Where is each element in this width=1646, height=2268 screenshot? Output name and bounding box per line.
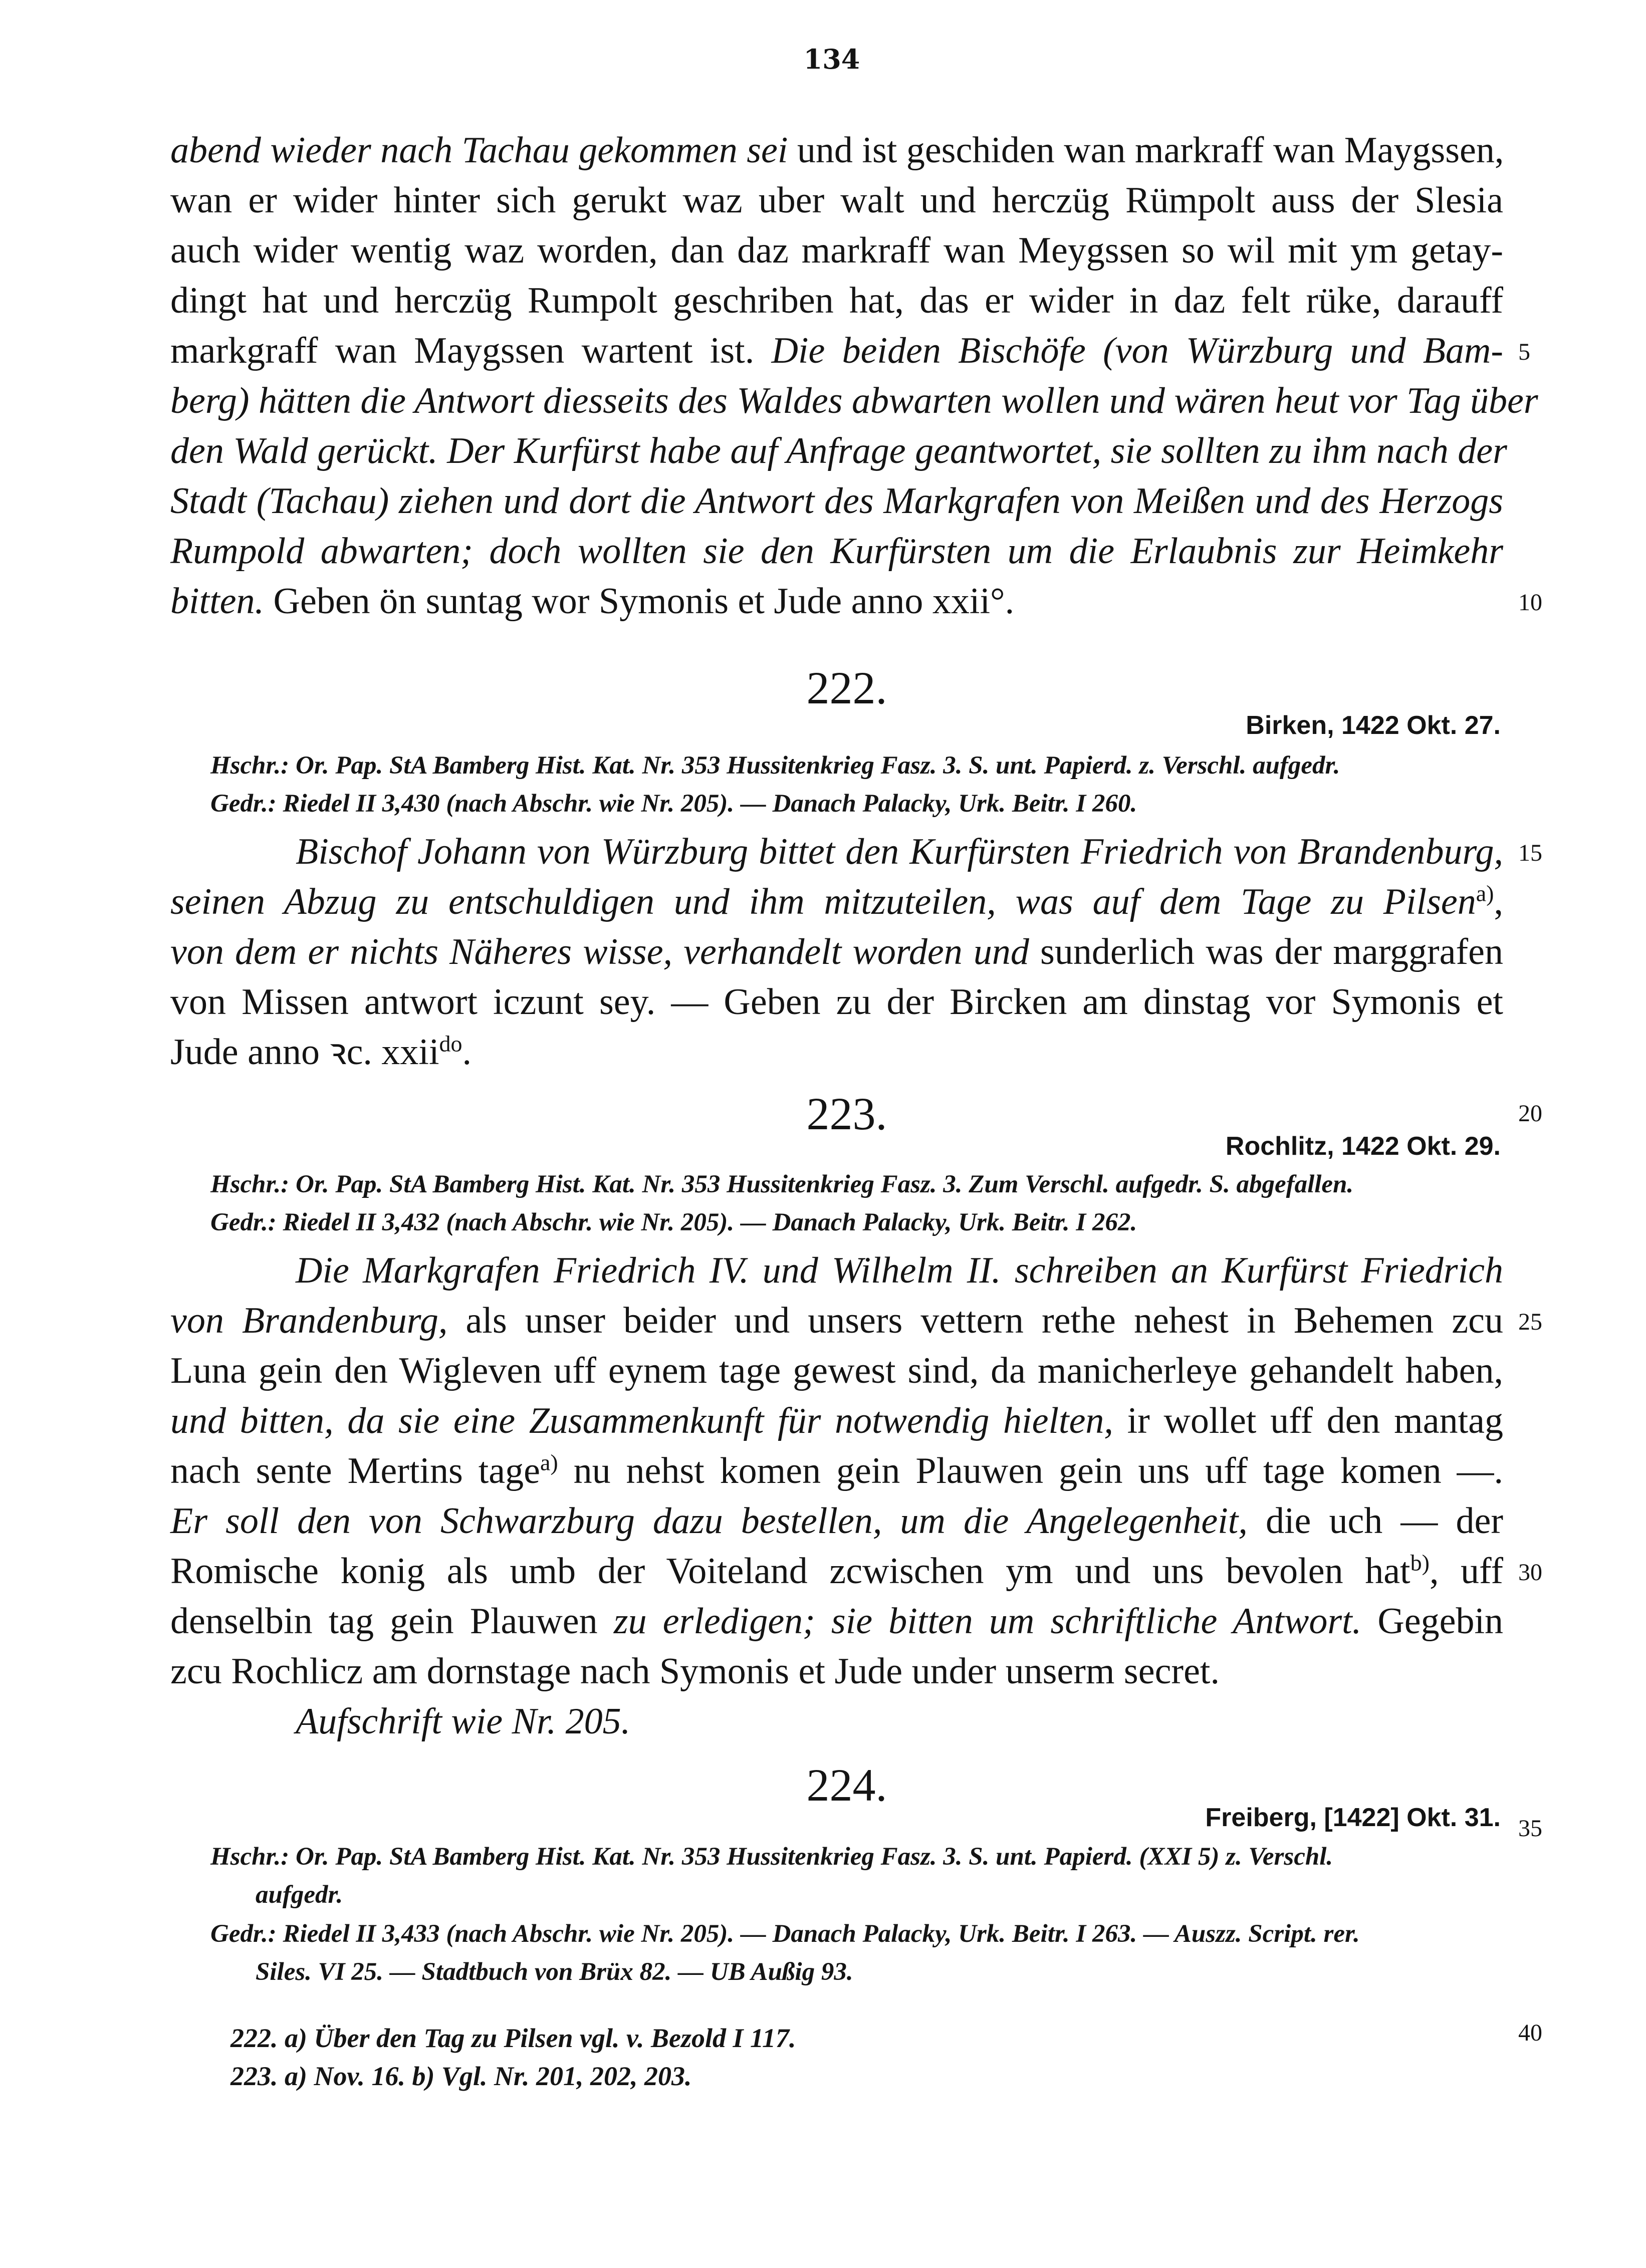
text-run: dingt hat und herczüg Rumpolt geschriben hat, das er wider in daz felt rüke, darauff xyxy=(170,280,1503,321)
margin-line-number: 25 xyxy=(1518,1309,1542,1335)
italic-run: Die Markgrafen Friedrich IV. und Wilhelm II. schreiben an Kurfürst Friedrich xyxy=(296,1250,1503,1291)
document-number: 222. xyxy=(806,662,887,713)
text-line xyxy=(170,1396,1503,1446)
margin-line-number: 5 xyxy=(1518,339,1530,365)
text-line xyxy=(296,1696,1503,1746)
source-note: Hschr.: Or. Pap. StA Bamberg Hist. Kat. Nr. 353 Hussitenkrieg Fasz. 3. S. unt. Papierd. z. Verschl. aufgedr. xyxy=(210,751,1340,780)
italic-run: von Brandenburg, xyxy=(170,1300,448,1341)
footnote: 222. a) Über den Tag zu Pilsen vgl. v. Bezold I 117. xyxy=(230,2023,796,2053)
text-run: sunderlich was der marggrafen xyxy=(1029,931,1503,972)
margin-line-number: 10 xyxy=(1518,589,1542,616)
text-line xyxy=(170,877,1503,927)
italic-run: Er soll den von Schwarzburg dazu bestellen, um die Angelegenheit, xyxy=(170,1500,1248,1542)
source-note: Hschr.: Or. Pap. StA Bamberg Hist. Kat. Nr. 353 Hussitenkrieg Fasz. 3. Zum Verschl. aufgedr. S. abgefallen. xyxy=(210,1170,1354,1198)
text-line xyxy=(170,426,1507,476)
text-line xyxy=(170,1496,1503,1546)
italic-run: von dem er nichts Näheres wisse, verhandelt worden und xyxy=(170,931,1029,972)
text-line xyxy=(170,175,1503,225)
margin-line-number: 20 xyxy=(1518,1100,1542,1127)
text-run: Luna gein den Wigleven uff eynem tage gewest sind, da manicherleye gehandelt haben, xyxy=(170,1350,1503,1391)
italic-run: und bitten, da sie eine Zusammenkunft für notwendig hielten, xyxy=(170,1400,1113,1441)
margin-line-number: 40 xyxy=(1518,2020,1542,2046)
italic-run: Stadt (Tachau) ziehen und dort die Antwort des Markgrafen von Meißen und des Herzogs xyxy=(170,480,1503,522)
text-run: , uff xyxy=(1429,1551,1503,1592)
source-note: Hschr.: Or. Pap. StA Bamberg Hist. Kat. Nr. 353 Hussitenkrieg Fasz. 3. S. unt. Papierd. (XXI 5) z. Verschl. xyxy=(210,1843,1333,1871)
italic-run: zu erledigen; sie bitten um schriftliche Antwort. xyxy=(613,1601,1362,1642)
text-run: und ist geschiden wan markraff wan Maygssen, xyxy=(788,130,1504,171)
text-run: markgraff wan Maygssen wartent ist. xyxy=(170,330,772,371)
text-run: wan er wider hinter sich gerukt waz uber walt und herczüg Rümpolt auss der Slesia xyxy=(170,180,1503,221)
text-line xyxy=(170,125,1503,175)
text-run: denselbin tag gein Plauwen xyxy=(170,1601,614,1642)
margin-line-number: 30 xyxy=(1518,1559,1542,1586)
text-run: Jude anno ꝛc. xxii xyxy=(170,1032,439,1073)
italic-run: den Wald gerückt. Der Kurfürst habe auf Anfrage geantwortet, sie sollten zu ihm nach der xyxy=(170,430,1507,471)
text-run: Geben ön suntag wor Symonis et Jude anno xxii°. xyxy=(264,581,1015,622)
text-run: nu nehst komen gein Plauwen gein uns uff tage komen —. xyxy=(558,1450,1503,1491)
italic-run: bitten. xyxy=(170,581,265,622)
text-line xyxy=(170,1027,1503,1077)
superscript: a) xyxy=(540,1449,558,1475)
superscript: do xyxy=(439,1031,462,1057)
text-run: zcu Rochlicz am dornstage nach Symonis et Jude under unserm secret. xyxy=(170,1651,1220,1692)
text-line xyxy=(170,1296,1503,1346)
text-line xyxy=(170,476,1503,526)
source-note: Gedr.: Riedel II 3,432 (nach Abschr. wie Nr. 205). — Danach Palacky, Urk. Beitr. I 262. xyxy=(210,1208,1137,1236)
superscript: b) xyxy=(1410,1550,1430,1576)
text-line xyxy=(170,276,1503,326)
text-line xyxy=(170,225,1503,276)
document-number: 224. xyxy=(806,1759,887,1811)
italic-run: Rumpold abwarten; doch wollten sie den Kurfürsten um die Erlaubnis zur Heimkehr xyxy=(170,531,1503,572)
superscript: a) xyxy=(1476,880,1494,906)
source-note: Gedr.: Riedel II 3,430 (nach Abschr. wie Nr. 205). — Danach Palacky, Urk. Beitr. I 260. xyxy=(210,790,1137,818)
text-line xyxy=(170,376,1538,426)
text-run: als unser beider und unsers vettern rethe nehest in Behemen zcu xyxy=(447,1300,1503,1341)
text-run: nach sente Mertins tage xyxy=(170,1450,540,1491)
page-number: 134 xyxy=(803,43,860,75)
text-line xyxy=(170,1446,1503,1496)
text-run: die uch — der xyxy=(1247,1500,1503,1542)
italic-run: Die beiden Bischöfe (von Würzburg und Bam- xyxy=(771,330,1503,371)
text-run: , xyxy=(1494,881,1503,922)
text-run: auch wider wentig waz worden, dan daz markraff wan Meygssen so wil mit ym getay- xyxy=(170,230,1503,271)
source-note: Siles. VI 25. — Stadtbuch von Brüx 82. — UB Außig 93. xyxy=(256,1958,853,1986)
margin-line-number: 35 xyxy=(1518,1815,1542,1842)
text-line xyxy=(296,827,1503,877)
text-run: von Missen antwort iczunt sey. — Geben zu der Bircken am dinstag vor Symonis et xyxy=(170,981,1503,1023)
text-line xyxy=(170,576,1503,626)
italic-run: berg) hätten die Antwort diesseits des Waldes abwarten wollen und wären heut vor Tag über xyxy=(170,380,1538,421)
text-run: ir wollet uff den mantag xyxy=(1113,1400,1503,1441)
italic-run: Bischof Johann von Würzburg bittet den Kurfürsten Friedrich von Brandenburg, xyxy=(296,831,1503,872)
margin-line-number: 15 xyxy=(1518,840,1542,866)
text-line xyxy=(296,1245,1503,1296)
text-line xyxy=(170,977,1503,1027)
source-note: Gedr.: Riedel II 3,433 (nach Abschr. wie Nr. 205). — Danach Palacky, Urk. Beitr. I 263. — Auszz. Script. rer. xyxy=(210,1920,1360,1948)
text-line xyxy=(170,526,1503,576)
text-line xyxy=(170,326,1503,376)
place-date: Birken, 1422 Okt. 27. xyxy=(1246,711,1501,740)
text-line xyxy=(170,1346,1503,1396)
text-line xyxy=(170,1596,1503,1646)
text-line xyxy=(170,1546,1503,1596)
place-date: Rochlitz, 1422 Okt. 29. xyxy=(1225,1132,1501,1161)
italic-run: abend wieder nach Tachau gekommen sei xyxy=(170,130,788,171)
italic-run: seinen Abzug zu entschuldigen und ihm mitzuteilen, was auf dem Tage zu Pilsen xyxy=(170,881,1476,922)
document-number: 223. xyxy=(806,1088,887,1139)
text-run: Gegebin xyxy=(1361,1601,1504,1642)
text-run: Romische konig als umb der Voiteland zcwischen ym und uns bevolen hat xyxy=(170,1551,1410,1592)
source-note: aufgedr. xyxy=(256,1881,343,1909)
footnote: 223. a) Nov. 16. b) Vgl. Nr. 201, 202, 203. xyxy=(230,2061,692,2091)
place-date: Freiberg, [1422] Okt. 31. xyxy=(1205,1803,1501,1832)
text-line xyxy=(170,927,1503,977)
text-line xyxy=(170,1646,1503,1696)
text-run: . xyxy=(462,1032,472,1073)
italic-run: Aufschrift wie Nr. 205. xyxy=(296,1701,631,1742)
